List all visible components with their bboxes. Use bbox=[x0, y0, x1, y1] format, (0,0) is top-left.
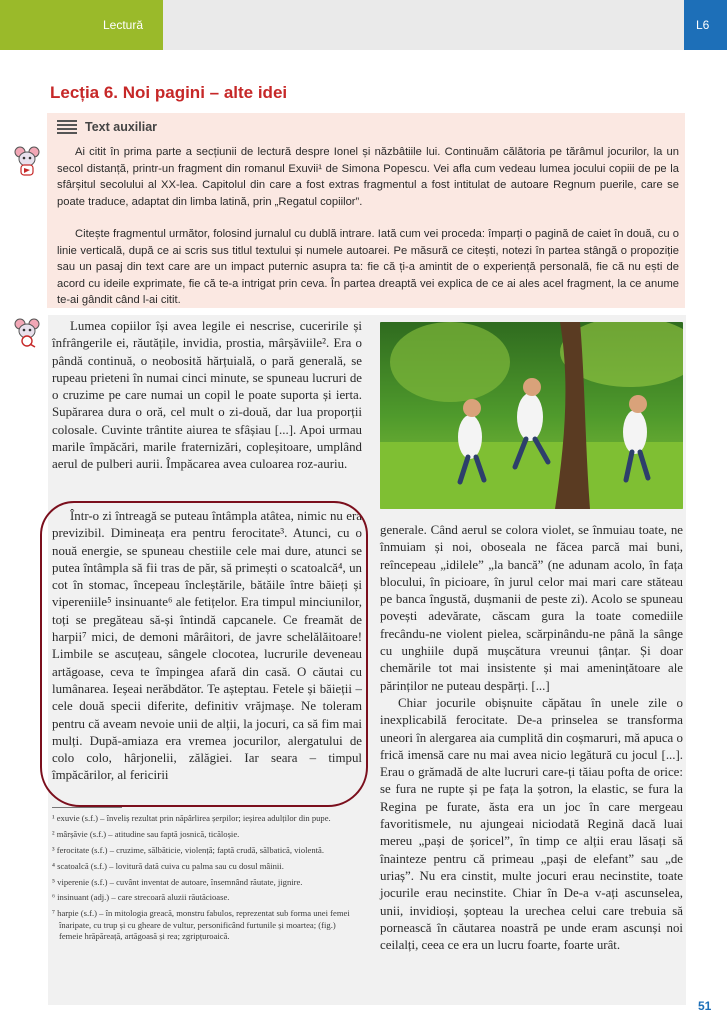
mouse-reading-mascot-icon bbox=[14, 318, 40, 348]
text-left-top bbox=[52, 318, 362, 474]
footnote-divider bbox=[52, 807, 122, 808]
text-right bbox=[380, 522, 683, 954]
section-label: Lectură bbox=[103, 18, 144, 32]
auxiliary-text-box bbox=[47, 113, 685, 308]
text-left-bottom bbox=[52, 508, 362, 785]
footnote: ³ ferocitate (s.f.) – cruzime, sălbăticie, violență; faptă crudă, sălbatică, violentă. bbox=[52, 844, 324, 855]
aux-paragraph-2: Citește fragmentul următor, folosind jurnalul cu dublă intrare. Iată cum vei proceda: împarți o pagină de caiet în două, cu o linie verticală, după ce ai scris sus titlul textului și numele autoarei. Pe măsură ce citești, notezi în partea stângă o propoziție sau un pasaj din text care are un impact puternic asupra ta: fie că ți-a amintit de o experiență personală, fie că nu ești de acord cu ideile exprimate, fie că te-a intrigat prin ceva. În partea dreaptă vei explica de ce ai ales acel fragment, la ce anume te-ai gândit când l-ai citit. bbox=[57, 228, 679, 307]
children-playing-photo bbox=[380, 322, 683, 509]
paragraph-evening: generale. Când aerul se colora violet, se înmuiau toate, ne înmuiam și noi, oboseala ne făcea parcă mai buni, reîncepeau „idilele” „la bancă” (ne adunam acolo, în fața blocului, în picioare, în jurul celor mai mari care stăteau pe banca îngustă, dușmanii de peste zi). Acolo se spuneau povești adevărate, căscam gura la toate comediile frecându-ne violent pielea, scărpinându-ne până la sânge cu unghiile după mușcătura vreunui țânțar. Și doar chemările tot mai insistente și mai amenințătoare ale părinților ne puteau despărți. [...] bbox=[380, 523, 683, 693]
footnote: ² mârșăvie (s.f.) – atitudine sau faptă josnică, ticăloșie. bbox=[52, 828, 240, 839]
lesson-title: Lecția 6. Noi pagini – alte idei bbox=[50, 83, 288, 102]
footnote: ⁴ scatoalcă (s.f.) – lovitură dată cuiva cu palma sau cu dosul mâinii. bbox=[52, 860, 284, 871]
footnote: ⁵ viperenie (s.f.) – cuvânt inventat de autoare, însemnând răutate, jignire. bbox=[52, 876, 303, 887]
paragraph-whole-day: Într-o zi întreagă se puteau întâmpla atâtea, nimic nu era previzibil. Dimineața era pentru ferocitate³. Atunci, cu o nouă energie, se spuneau chestiile cele mai dure, atunci se putea întâmpla să fii tras de păr, să primești o scatoalcă⁴, un cot în stomac, începeau încleștările, bătăile între băieți și vipereniile⁵ insinuante⁶ ale fetițelor. Era timpul minciunilor, toți se pregăteau să-și întindă capcanele. Ce freamăt de harpii⁷ mici, de demoni mârâitori, de javre schelălăitoare! Limbile se ascuțeau, sângele clocotea, lucrurile deveneau artăgoase, ceva te împingea afară din casă. O căutai cu lumânarea. Ieșeai nerăbdător. Te așteptau. Fetele și băieții – cele două specii diferite, definitiv vrăjmașe. Ne toleram pentru că aveam nevoie unii de alții, la jocuri, ca să fim mai mulți. După-amiaza era vremea jocurilor, alergatului de colo colo, hârjonelii, zălăgiei. Iar seara – timpul împăcărilor, al fericirii bbox=[52, 509, 362, 783]
header-gray-band bbox=[163, 0, 684, 50]
aux-heading bbox=[57, 120, 157, 134]
footnote: ¹ exuvie (s.f.) – înveliș rezultat prin năpârlirea șerpilor; ieșirea adulților din pupe. bbox=[52, 813, 331, 823]
aux-heading-label: Text auxiliar bbox=[85, 120, 158, 134]
mouse-mascot-icon bbox=[14, 146, 40, 176]
unit-code: L6 bbox=[696, 18, 710, 32]
paragraph-ordinary-games: Chiar jocurile obișnuite căpătau în unele zile o inexplicabilă ferocitate. De-a prinselea se transforma uneori în alergarea aia cumplită din coșmaruri, mă apuca o frică imensă care nu mai avea nicio legătură cu jocul [...]. Erau o grămadă de alte lucruri care-ți tăiau pofta de orice: se fura ne rupte și pe fața la șotron, la elastic, se fura la Regina pe furate, ăsta era un joc în care mergeau favoritismele, nu ajungeai niciodată Regină dacă luai mereu „pași de șoricel”, în timp ce alții erau lăsați să înainteze pentru că primeau „pași de elefant” sau „de uriaș”. Nu era cinstit, multe jocuri erau necinstite, toate jocurile erau necinstite. Chiar în De-a v-ați ascunselea, unii, invidioși, șopteau la urechea celui care trebuia să pornească în căutarea noastră pe unde eram ascunși noi ceilalți, ceea ce era un lucru foarte, foarte urât. bbox=[380, 695, 683, 953]
footnote: ⁷ harpie (s.f.) – în mitologia greacă, monstru fabulos, reprezentat sub forma unei femei înaripate, cu trup și cu gheare de vultur, personificând furtunile și moartea; (fig.) femeie hrăpăreață, artăgoasă și rea; zgripțuroaică. bbox=[52, 908, 350, 941]
aux-paragraph-1: Ai citit în prima parte a secțiunii de lectură despre Ionel și năzbâtiile lui. Continuăm călătoria pe tărâmul jocurilor, la un secol distanță, printr-un fragment din romanul Exuvii¹ de Simona Popescu. Vei afla cum vedeau lumea jocului copiii de pe la sfârșitul secolului al XX-lea. Capitolul din care a fost extras fragmentul a fost intitulat de autoare Regnum puerile, care se poate traduce, adaptat din limba latină, prin „Regatul copiilor”. bbox=[57, 146, 679, 208]
footnote: ⁶ insinuant (adj.) – care strecoară aluzii răutăcioase. bbox=[52, 892, 230, 903]
footnotes bbox=[52, 813, 360, 947]
paragraph-world-of-children: Lumea copiilor își avea legile ei nescrise, cuceririle și înfrângerile ei, răutățile, invidia, prostia, mârșăviile². Era o pândă continuă, o neobosită hărțuială, o pară generală, se rupeau prieteni în numai cinci minute, se spuneau lucruri de o cruzime pe care numai un copil le poate suporta și ierta. Supărarea dura o oră, cel mult o zi-două, dar lua proporții colosale. Cuvinte trântite aiurea te sfâșiau [...]. Apoi urmau marile împăcări, marile fraternizări, copleșitoare, umplând aerul de pulberi aurii. Împăcarea avea culoarea roz-auriu. bbox=[52, 319, 362, 472]
text-lines-icon bbox=[57, 120, 77, 134]
page-number: 51 bbox=[698, 999, 712, 1013]
